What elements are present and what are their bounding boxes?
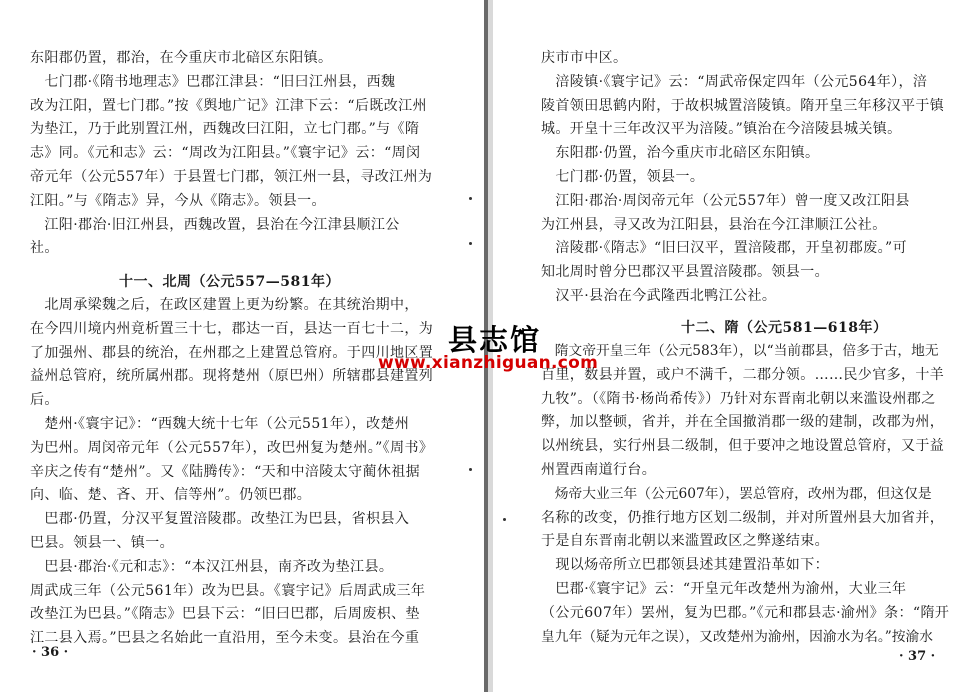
left-page <box>0 0 484 692</box>
left-bottom-line: 辛庆之传有“楚州”。又《陆腾传》：“天和中涪陵太守蔺休祖据 <box>30 463 421 480</box>
scan-speck <box>503 518 506 521</box>
left-bottom-line: 了加强州、郡县的统治，在州郡之上建置总管府。于四川地区置 <box>30 344 434 361</box>
left-bottom-line: 在今四川境内州竟析置三十七，郡达一百，县达一百七十二，为 <box>30 320 434 337</box>
watermark-url: www.xianzhiguan.com <box>378 353 599 373</box>
left-bottom-line: 江二县入焉。”巴县之名始此一直沿用，至今未变。县治在今重 <box>30 630 420 647</box>
right-top-line: 知北周时曾分巴郡汉平县置涪陵郡。领县一。 <box>541 264 829 281</box>
left-bottom-line: 巴郡·仍置，分汉平复置涪陵郡。改垫江为巴县，省枳县入 <box>30 511 410 528</box>
section-heading-sui: 十二、隋（公元581—618年） <box>681 320 888 336</box>
right-top-line: 汉平·县治在今武隆西北鸭江公社。 <box>541 288 777 304</box>
right-bottom-line: 巴郡·《寰宇记》云：“开皇元年改楚州为渝州，大业三年 <box>541 581 907 597</box>
left-top-line: 东阳郡仍置，郡治，在今重庆市北碚区东阳镇。 <box>30 50 333 66</box>
right-bottom-line: 隋文帝开皇三年（公元583年），以“当前郡县，倍多于古，地无 <box>541 343 939 359</box>
right-bottom-line: 弊，加以整顿，省并，并在全国撤消郡一级的建制，改郡为州， <box>541 414 945 431</box>
left-top-line: 江阳。”与《隋志》异，今从《隋志》。领县一。 <box>30 192 326 209</box>
right-top-line: 七门郡·仍置，领县一。 <box>541 169 705 185</box>
right-page <box>493 0 978 692</box>
left-top-line: 七门郡·《隋书地理志》巴郡江津县：“旧曰江州县，西魏 <box>30 73 396 90</box>
scan-speck <box>469 197 472 200</box>
right-bottom-line: 于是自东晋南北朝以来滥置政区之弊遂结束。 <box>541 533 829 550</box>
section-heading-northern-zhou: 十一、北周（公元557—581年） <box>119 274 340 290</box>
left-bottom-line: 北周承梁魏之后，在政区建置上更为纷繁。在其统治期中， <box>30 297 419 313</box>
right-top-line: 涪陵郡·《隋志》“旧曰汉平，置涪陵郡，开皇初郡废。”可 <box>541 240 907 257</box>
right-bottom-line: （公元607年）罢州，复为巴郡。”《元和郡县志·渝州》条：“隋开 <box>541 604 950 621</box>
right-bottom-line: 九牧”。（《隋书·杨尚希传》）乃针对东晋南北朝以来滥设州郡之 <box>541 390 936 407</box>
right-bottom-line: 名称的改变，仍推行地方区划二级制，并对所置州县大加省并， <box>541 509 945 526</box>
left-top-line: 社。 <box>30 240 59 257</box>
watermark-title: 县志馆 <box>448 323 542 357</box>
left-bottom-line: 为巴州。周闵帝元年（公元557年），改巴州复为楚州。”《周书》 <box>30 439 434 456</box>
left-bottom-line: 益州总管府，统所属州郡。现将楚州（原巴州）所辖郡县建置列 <box>30 368 434 385</box>
right-bottom-line: 炀帝大业三年（公元607年），罢总管府，改州为郡，但这仅是 <box>541 485 932 502</box>
right-bottom-line: 州置西南道行台。 <box>541 462 657 478</box>
right-top-line: 江阳·郡治·周闵帝元年（公元557年）曾一度又改江阳县 <box>541 192 910 209</box>
right-top-line: 东阳郡·仍置，治今重庆市北碚区东阳镇。 <box>541 145 820 162</box>
left-bottom-line: 周武成三年（公元561年）改为巴县。《寰宇记》后周武成三年 <box>30 582 426 599</box>
page-number-left: · 36 · <box>32 645 69 660</box>
left-bottom-line: 改垫江为巴县。”《隋志》巴县下云：“旧曰巴郡，后周废枳、垫 <box>30 606 420 623</box>
left-bottom-line: 巴县·郡治·《元和志》：“本汉江州县，南齐改为垫江县。 <box>30 558 394 575</box>
page-number-right: · 37 · <box>899 649 936 664</box>
right-top-line: 陵首领田思鹤内附，于故枳城置涪陵镇。隋开皇三年移汉平于镇 <box>541 97 945 114</box>
right-top-line: 庆市市中区。 <box>541 50 628 66</box>
right-top-line: 涪陵镇·《寰宇记》云：“周武帝保定四年（公元564年），涪 <box>541 73 928 90</box>
left-bottom-line: 楚州·《寰宇记》：“西魏大统十七年（公元551年），改楚州 <box>30 416 410 432</box>
left-top-line: 志》同。《元和志》云：“周改为江阳县。”《寰宇记》云：“周闵 <box>30 145 421 162</box>
left-top-line: 帝元年（公元557年）于县置七门郡，领江州一县，寻改江州为 <box>30 169 433 185</box>
left-bottom-line: 后。 <box>30 392 59 409</box>
left-bottom-line: 向、临、楚、吝、开、信等州”。仍领巴郡。 <box>30 487 312 504</box>
right-bottom-line: 以州统县，实行州县二级制，但于要冲之地设置总管府，又于益 <box>541 438 945 455</box>
left-bottom-line: 巴县。领县一、镇一。 <box>30 535 174 551</box>
left-top-line: 江阳·郡治·旧江州县，西魏改置，县治在今江津县顺江公 <box>30 216 400 233</box>
right-bottom-line: 现以炀帝所立巴郡领县述其建置沿革如下： <box>541 557 829 574</box>
left-top-line: 改为江阳，置七门郡。”按《舆地广记》江津下云：“后既改江州 <box>30 97 427 114</box>
scan-speck <box>469 242 472 245</box>
left-top-line: 为垫江，乃于此别置江州，西魏改曰江阳，立七门郡。”与《隋 <box>30 121 420 138</box>
right-top-line: 为江州县，寻又改为江阳县，县治在今江津顺江公社。 <box>541 216 887 233</box>
right-top-line: 城。开皇十三年改汉平为涪陵。”镇治在今涪陵县城关镇。 <box>541 121 902 138</box>
scan-speck <box>469 468 472 471</box>
right-bottom-line: 皇九年（疑为元年之误），又改楚州为渝州，因渝水为名。”按渝水 <box>541 628 934 645</box>
right-bottom-line: 百里，数县并置，或户不满千，二郡分领。……民少官多，十羊 <box>541 366 945 383</box>
